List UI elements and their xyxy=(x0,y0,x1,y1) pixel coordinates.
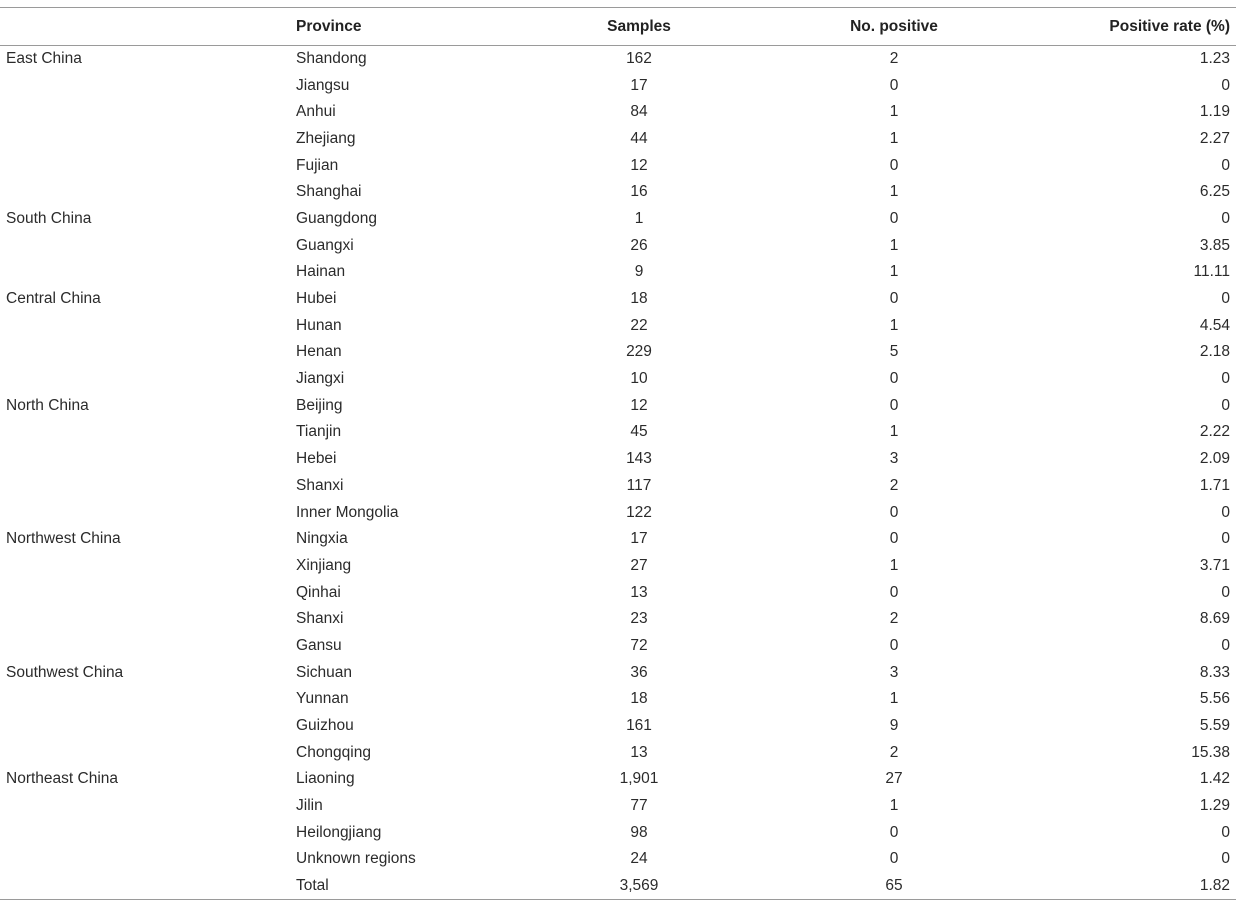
cell-region xyxy=(0,873,290,900)
cell-no-positive: 0 xyxy=(889,503,899,521)
cell-samples: 162 xyxy=(626,50,652,68)
cell-province: Gansu xyxy=(296,636,342,654)
cell-no-positive: 3 xyxy=(889,663,899,681)
table-row xyxy=(0,366,1236,393)
cell-positive-rate: 1.82 xyxy=(1012,873,1236,900)
cell-samples: 26 xyxy=(630,236,648,254)
cell-province: Beijing xyxy=(296,396,343,414)
cell-province: Qinhai xyxy=(296,583,341,601)
cell-no-positive: 2 xyxy=(889,476,899,494)
cell-no-positive: 5 xyxy=(889,343,899,361)
table-row xyxy=(0,446,1236,473)
cell-samples: 117 xyxy=(626,476,652,494)
cell-province: Hebei xyxy=(296,450,337,468)
table-row xyxy=(0,259,1236,286)
cell-province: Chongqing xyxy=(296,743,371,761)
cell-positive-rate: 8.69 xyxy=(1199,610,1230,628)
table-row xyxy=(0,312,1236,339)
cell-province: Anhui xyxy=(296,103,336,121)
cell-positive-rate: 0 xyxy=(1221,396,1230,414)
cell-province: Ningxia xyxy=(296,530,348,548)
cell-positive-rate: 3.85 xyxy=(1199,236,1230,254)
cell-province: Tianjin xyxy=(296,423,342,441)
cell-samples: 24 xyxy=(630,850,648,868)
table-row xyxy=(0,232,1236,259)
cell-no-positive: 2 xyxy=(889,610,899,628)
cell-region xyxy=(0,473,290,500)
cell-samples: 143 xyxy=(626,450,652,468)
cell-samples: 44 xyxy=(630,129,648,147)
cell-positive-rate: 0 xyxy=(1221,503,1230,521)
cell-samples: 45 xyxy=(630,423,648,441)
table-row xyxy=(0,392,1236,419)
cell-province: Liaoning xyxy=(296,770,355,788)
cell-no-positive: 0 xyxy=(889,209,899,227)
table-row xyxy=(0,766,1236,793)
cell-samples: 1,901 xyxy=(619,770,659,788)
cell-no-positive: 0 xyxy=(889,156,899,174)
cell-positive-rate: 1.71 xyxy=(1199,476,1230,494)
cell-positive-rate: 2.27 xyxy=(1199,129,1230,147)
cell-positive-rate: 1.29 xyxy=(1199,797,1230,815)
table-row xyxy=(0,553,1236,580)
cell-region xyxy=(0,72,290,99)
cell-region xyxy=(0,739,290,766)
table-row xyxy=(0,686,1236,713)
cell-positive-rate: 2.22 xyxy=(1199,423,1230,441)
header-samples: Samples xyxy=(502,8,776,46)
cell-positive-rate: 0 xyxy=(1221,823,1230,841)
cell-samples: 72 xyxy=(630,636,648,654)
cell-province: Guizhou xyxy=(296,717,354,735)
cell-region xyxy=(0,99,290,126)
cell-samples: 9 xyxy=(634,263,644,281)
table-row xyxy=(0,819,1236,846)
cell-samples: 1 xyxy=(634,209,644,227)
cell-samples: 229 xyxy=(626,343,652,361)
cell-province: Jiangxi xyxy=(296,370,345,388)
cell-province: Hainan xyxy=(296,263,346,281)
cell-positive-rate: 5.59 xyxy=(1199,717,1230,735)
cell-region xyxy=(0,312,290,339)
cell-region: Northeast China xyxy=(6,770,119,788)
cell-samples: 17 xyxy=(630,530,648,548)
cell-positive-rate: 0 xyxy=(1221,636,1230,654)
table-row xyxy=(0,846,1236,873)
cell-no-positive: 9 xyxy=(889,717,899,735)
cell-no-positive: 0 xyxy=(889,530,899,548)
cell-samples: 10 xyxy=(630,370,648,388)
cell-no-positive: 1 xyxy=(889,183,899,201)
table-row xyxy=(0,659,1236,686)
cell-samples: 16 xyxy=(630,183,648,201)
cell-region xyxy=(0,553,290,580)
cell-samples: 3,569 xyxy=(502,873,776,900)
cell-no-positive: 1 xyxy=(889,316,899,334)
table-row xyxy=(0,473,1236,500)
cell-positive-rate: 1.42 xyxy=(1199,770,1230,788)
cell-province: Shanxi xyxy=(296,476,344,494)
header-region xyxy=(0,8,290,46)
cell-samples: 22 xyxy=(630,316,648,334)
cell-region xyxy=(0,126,290,153)
cell-no-positive: 2 xyxy=(889,743,899,761)
cell-province: Guangxi xyxy=(296,236,354,254)
table-row xyxy=(0,339,1236,366)
table-row xyxy=(0,499,1236,526)
table-row xyxy=(0,793,1236,820)
header-no-positive: No. positive xyxy=(776,8,1012,46)
cell-province: Fujian xyxy=(296,156,339,174)
cell-region xyxy=(0,152,290,179)
cell-no-positive: 1 xyxy=(889,236,899,254)
cell-region xyxy=(0,259,290,286)
cell-no-positive: 1 xyxy=(889,129,899,147)
cell-samples: 98 xyxy=(630,823,648,841)
table-row xyxy=(0,179,1236,206)
cell-region: Southwest China xyxy=(6,663,124,681)
cell-positive-rate: 3.71 xyxy=(1199,556,1230,574)
cell-samples: 84 xyxy=(630,103,648,121)
cell-no-positive: 0 xyxy=(889,583,899,601)
cell-positive-rate: 5.56 xyxy=(1199,690,1230,708)
cell-samples: 18 xyxy=(630,690,648,708)
table-row xyxy=(0,99,1236,126)
table-header xyxy=(0,8,1236,46)
cell-no-positive: 3 xyxy=(889,450,899,468)
cell-positive-rate: 1.23 xyxy=(1199,50,1230,68)
cell-region xyxy=(0,579,290,606)
cell-province: Sichuan xyxy=(296,663,353,681)
table-row xyxy=(0,633,1236,660)
cell-province: Jiangsu xyxy=(296,76,350,94)
cell-province: Hunan xyxy=(296,316,342,334)
cell-no-positive: 0 xyxy=(889,76,899,94)
cell-samples: 122 xyxy=(626,503,652,521)
cell-region xyxy=(0,419,290,446)
cell-positive-rate: 0 xyxy=(1221,370,1230,388)
cell-province: Unknown regions xyxy=(296,850,416,868)
cell-no-positive: 27 xyxy=(885,770,903,788)
cell-region xyxy=(0,366,290,393)
cell-samples: 13 xyxy=(630,583,648,601)
cell-no-positive: 0 xyxy=(889,396,899,414)
cell-province: Heilongjiang xyxy=(296,823,382,841)
header-positive-rate: Positive rate (%) xyxy=(1012,8,1236,46)
cell-positive-rate: 0 xyxy=(1221,290,1230,308)
cell-region xyxy=(0,686,290,713)
cell-region xyxy=(0,633,290,660)
cell-samples: 161 xyxy=(626,717,652,735)
table-row xyxy=(0,152,1236,179)
cell-positive-rate: 0 xyxy=(1221,76,1230,94)
cell-no-positive: 2 xyxy=(889,50,899,68)
cell-no-positive: 1 xyxy=(889,690,899,708)
cell-province: Xinjiang xyxy=(296,556,352,574)
cell-region: East China xyxy=(6,50,82,68)
cell-samples: 36 xyxy=(630,663,648,681)
cell-positive-rate: 0 xyxy=(1221,209,1230,227)
table-row xyxy=(0,126,1236,153)
cell-positive-rate: 0 xyxy=(1221,850,1230,868)
cell-positive-rate: 0 xyxy=(1221,156,1230,174)
cell-province: Shanxi xyxy=(296,610,344,628)
cell-no-positive: 1 xyxy=(889,423,899,441)
cell-samples: 23 xyxy=(630,610,648,628)
cell-samples: 12 xyxy=(630,156,648,174)
table-row xyxy=(0,526,1236,553)
cell-region xyxy=(0,179,290,206)
table-row xyxy=(0,72,1236,99)
cell-positive-rate: 15.38 xyxy=(1191,743,1230,761)
table-row xyxy=(0,206,1236,233)
cell-no-positive: 0 xyxy=(889,290,899,308)
cell-no-positive: 65 xyxy=(776,873,1012,900)
cell-province: Henan xyxy=(296,343,342,361)
cell-region: South China xyxy=(6,209,92,227)
cell-positive-rate: 6.25 xyxy=(1199,183,1230,201)
cell-positive-rate: 0 xyxy=(1221,530,1230,548)
table-row xyxy=(0,713,1236,740)
cell-positive-rate: 4.54 xyxy=(1199,316,1230,334)
cell-region: Central China xyxy=(6,290,101,308)
cell-samples: 77 xyxy=(630,797,648,815)
cell-positive-rate: 8.33 xyxy=(1199,663,1230,681)
cell-province: Jilin xyxy=(296,797,323,815)
table-row xyxy=(0,606,1236,633)
cell-no-positive: 0 xyxy=(889,823,899,841)
cell-samples: 13 xyxy=(630,743,648,761)
cell-no-positive: 0 xyxy=(889,370,899,388)
table-row xyxy=(0,579,1236,606)
header-province: Province xyxy=(290,8,502,46)
cell-province: Zhejiang xyxy=(296,129,356,147)
header-row xyxy=(0,8,1236,46)
table-row xyxy=(0,739,1236,766)
cell-region xyxy=(0,793,290,820)
cell-no-positive: 1 xyxy=(889,263,899,281)
cell-region xyxy=(0,446,290,473)
cell-region xyxy=(0,846,290,873)
cell-no-positive: 1 xyxy=(889,797,899,815)
table-row xyxy=(0,286,1236,313)
cell-no-positive: 0 xyxy=(889,636,899,654)
positive-rate-table xyxy=(0,7,1236,900)
cell-no-positive: 0 xyxy=(889,850,899,868)
cell-province: Shandong xyxy=(296,50,367,68)
cell-region xyxy=(0,232,290,259)
cell-province: Guangdong xyxy=(296,209,378,227)
table-body xyxy=(0,46,1236,900)
table-row xyxy=(0,46,1236,73)
cell-no-positive: 1 xyxy=(889,556,899,574)
cell-province: Inner Mongolia xyxy=(296,503,399,521)
cell-province: Yunnan xyxy=(296,690,349,708)
cell-province: Total xyxy=(290,873,502,900)
cell-region xyxy=(0,713,290,740)
cell-samples: 12 xyxy=(630,396,648,414)
cell-samples: 27 xyxy=(630,556,648,574)
cell-region xyxy=(0,339,290,366)
cell-no-positive: 1 xyxy=(889,103,899,121)
table-row xyxy=(0,419,1236,446)
cell-positive-rate: 1.19 xyxy=(1199,103,1230,121)
cell-region xyxy=(0,819,290,846)
cell-samples: 17 xyxy=(630,76,648,94)
cell-province: Hubei xyxy=(296,290,337,308)
cell-samples: 18 xyxy=(630,290,648,308)
cell-positive-rate: 2.09 xyxy=(1199,450,1230,468)
cell-positive-rate: 11.11 xyxy=(1193,263,1230,281)
cell-region xyxy=(0,499,290,526)
cell-positive-rate: 0 xyxy=(1221,583,1230,601)
cell-province: Shanghai xyxy=(296,183,362,201)
cell-region xyxy=(0,606,290,633)
cell-positive-rate: 2.18 xyxy=(1199,343,1230,361)
cell-region: Northwest China xyxy=(6,530,121,548)
cell-region: North China xyxy=(6,396,89,414)
table-row xyxy=(0,873,1236,900)
